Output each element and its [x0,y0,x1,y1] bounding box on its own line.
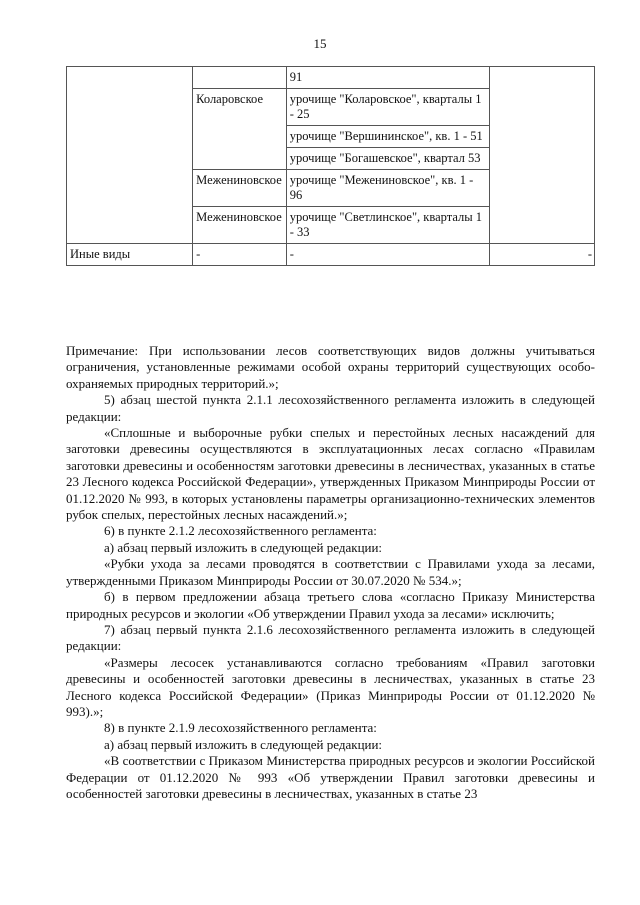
table-cell-forest: 91 [286,67,489,89]
table-cell-subdistrict: Коларовское [193,89,287,170]
body-paragraph: 7) абзац первый пункта 2.1.6 лесохозяйственного регламента изложить в следующей редакции: [66,621,595,654]
table-cell-subdistrict: Межениновское [193,170,287,207]
note-paragraph: Примечание: При использовании лесов соответствующих видов должны учитываться ограничения, установленные режимами особой охраны территорий существующих особо-охраняемых природных территорий.»; [66,343,595,391]
table-cell-forest: урочище "Светлинское", кварталы 1 - 33 [286,207,489,244]
body-paragraph: 5) абзац шестой пункта 2.1.1 лесохозяйственного регламента изложить в следующей редакции: [66,392,595,424]
body-paragraph: «Размеры лесосек устанавливаются согласно требованиям «Правил заготовки древесины и особенностей заготовки древесины в лесничествах, указанных в статье 23 Лесного кодекса Российской Федерации» (Приказ Минприроды России от 01.12.2020 № 993).»; [66,654,595,719]
table-row [67,244,595,266]
document-body [66,343,595,802]
body-paragraph: а) абзац первый изложить в следующей редакции: [104,736,383,752]
table-row [67,67,595,89]
table-cell-district [67,67,193,244]
body-paragraph: 6) в пункте 2.1.2 лесохозяйственного регламента: [104,523,377,539]
table-cell-forest: - [286,244,489,266]
body-paragraph: «В соответствии с Приказом Министерства природных ресурсов и экологии Российской Федерации от 01.12.2020 № 993 «Об утверждении Правил заготовки древесины и особенностей заготовки древесины в лесничествах, указанных в статье 23 [66,753,595,801]
table-cell-subdistrict: Межениновское [193,207,287,244]
table-cell-forest: урочище "Вершининское", кв. 1 - 51 [286,126,489,148]
page-number: 15 [313,36,327,51]
forest-usage-table [66,66,595,266]
table-cell-subdistrict [193,67,287,89]
body-paragraph: «Рубки ухода за лесами проводятся в соответствии с Правилами ухода за лесами, утвержденными Приказом Минприроды России от 30.07.2020 № 534.»; [66,556,595,588]
body-paragraph: «Сплошные и выборочные рубки спелых и перестойных лесных насаждений для заготовки древесины осуществляются в эксплуатационных лесах согласно «Правилам заготовки древесины и особенностям заготовки древесины в лесничествах, указанных в статье 23 Лесного кодекса Российской Федерации», утвержденных Приказом Минприроды России от 01.12.2020 № 993, в которых установлены параметры организационно-технических элементов рубок спелых, перестойных лесных насаждений.»; [66,425,595,523]
body-paragraph: б) в первом предложении абзаца третьего слова «согласно Приказу Министерства природных ресурсов и экологии «Об утверждении Правил ухода за лесами» исключить; [66,589,595,621]
table-cell-district: Иные виды [67,244,193,266]
table-cell-forest: урочище "Богашевское", квартал 53 [286,148,489,170]
body-paragraph: а) абзац первый изложить в следующей редакции: [104,539,383,555]
body-paragraph: 8) в пункте 2.1.9 лесохозяйственного регламента: [104,720,377,736]
table-cell-extra [490,67,595,244]
table-cell-subdistrict: - [193,244,287,266]
table-cell-extra: - [490,244,595,266]
table-cell-forest: урочище "Межениновское", кв. 1 - 96 [286,170,489,207]
table-cell-forest: урочище "Коларовское", кварталы 1 - 25 [286,89,489,126]
